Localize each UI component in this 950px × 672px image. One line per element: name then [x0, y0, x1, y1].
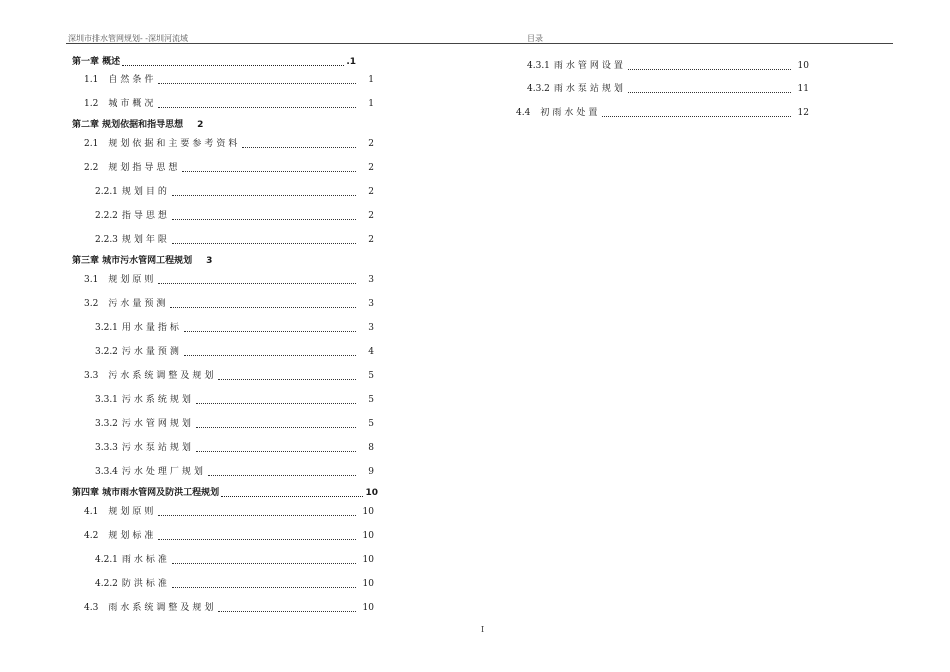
toc-entry-2-1[interactable]	[84, 139, 374, 150]
entry-page: 9	[368, 467, 374, 477]
chapter-title: 第三章 城市污水管网工程规划	[72, 256, 193, 266]
entry-page: 3	[368, 299, 374, 309]
dot-leader	[170, 307, 356, 308]
entry-title: 规划年限	[121, 235, 170, 245]
toc-entry-4-3-1[interactable]	[527, 61, 809, 72]
chapter-page: 3	[206, 256, 213, 266]
dot-leader	[221, 496, 363, 497]
entry-number: 2.2	[84, 163, 99, 173]
toc-entry-3-2-2[interactable]	[95, 347, 374, 358]
dot-leader	[196, 427, 356, 428]
entry-page: 10	[362, 579, 374, 589]
entry-title: 污水管网规划	[121, 419, 194, 429]
entry-number: 3.1	[84, 275, 99, 285]
toc-entry-4-2-1[interactable]	[95, 555, 374, 566]
toc-entry-3-3-3[interactable]	[95, 443, 374, 454]
entry-number: 2.2.1	[95, 187, 118, 197]
entry-title: 污水泵站规划	[121, 443, 194, 453]
toc-entry-3-2[interactable]	[84, 299, 374, 310]
entry-title: 自然条件	[108, 75, 157, 85]
header-section-title: 目录	[527, 34, 543, 43]
toc-chapter-1[interactable]	[72, 57, 356, 68]
toc-entry-3-3-4[interactable]	[95, 467, 374, 478]
entry-number: 4.3	[84, 603, 99, 613]
dot-leader	[172, 243, 356, 244]
toc-entry-4-2[interactable]	[84, 531, 374, 542]
entry-number: 1.2	[84, 99, 99, 109]
entry-number: 4.3.2	[527, 84, 550, 94]
dot-leader	[628, 69, 791, 70]
dot-leader	[158, 107, 356, 108]
entry-title: 规划原则	[108, 507, 157, 517]
entry-page: 2	[368, 235, 374, 245]
entry-title: 规划依据和主要参考资料	[108, 139, 241, 149]
chapter-title: 第四章 城市雨水管网及防洪工程规划	[72, 488, 220, 498]
entry-title: 雨水泵站规划	[553, 84, 626, 94]
entry-number: 3.3.4	[95, 467, 118, 477]
dot-leader	[158, 83, 356, 84]
chapter-title: 第一章 概述	[72, 57, 121, 67]
toc-entry-3-3-2[interactable]	[95, 419, 374, 430]
dot-leader	[158, 515, 356, 516]
toc-entry-4-3-2[interactable]	[527, 84, 809, 95]
entry-page: 5	[368, 395, 374, 405]
entry-number: 4.1	[84, 507, 99, 517]
entry-number: 4.4	[516, 108, 531, 118]
entry-title: 污水系统规划	[121, 395, 194, 405]
dot-leader	[196, 451, 356, 452]
entry-title: 规划指导思想	[108, 163, 181, 173]
dot-leader	[172, 195, 356, 196]
chapter-page: 10	[365, 488, 378, 498]
entry-page: 12	[797, 108, 809, 118]
dot-leader	[172, 587, 356, 588]
toc-entry-3-2-1[interactable]	[95, 323, 374, 334]
toc-entry-2-2-1[interactable]	[95, 187, 374, 198]
entry-page: 2	[368, 163, 374, 173]
dot-leader	[184, 331, 356, 332]
entry-number: 1.1	[84, 75, 99, 85]
toc-entry-4-1[interactable]	[84, 507, 374, 518]
entry-title: 指导思想	[121, 211, 170, 221]
entry-title: 雨水标准	[121, 555, 170, 565]
entry-page: 10	[362, 555, 374, 565]
dot-leader	[158, 539, 356, 540]
entry-number: 2.2.2	[95, 211, 118, 221]
toc-entry-3-3[interactable]	[84, 371, 374, 382]
entry-page: 10	[797, 61, 809, 71]
page-number: I	[481, 625, 485, 634]
dot-leader	[122, 65, 344, 66]
entry-title: 城市概况	[108, 99, 157, 109]
toc-entry-3-3-1[interactable]	[95, 395, 374, 406]
entry-title: 规划目的	[121, 187, 170, 197]
entry-title: 雨水系统调整及规划	[108, 603, 217, 613]
entry-title: 防洪标准	[121, 579, 170, 589]
toc-entry-4-3[interactable]	[84, 603, 374, 614]
toc-chapter-4[interactable]	[72, 488, 378, 499]
dot-leader	[182, 171, 356, 172]
toc-entry-3-1[interactable]	[84, 275, 374, 286]
entry-title: 用水量指标	[121, 323, 182, 333]
entry-title: 污水量预测	[121, 347, 182, 357]
chapter-page: 2	[197, 120, 204, 130]
entry-page: 10	[362, 531, 374, 541]
toc-entry-2-2-3[interactable]	[95, 235, 374, 246]
toc-entry-1-2[interactable]	[84, 99, 374, 110]
toc-entry-2-2[interactable]	[84, 163, 374, 174]
chapter-page: .1	[346, 57, 356, 67]
entry-page: 2	[368, 211, 374, 221]
dot-leader	[218, 379, 356, 380]
dot-leader	[172, 563, 356, 564]
dot-leader	[218, 611, 356, 612]
dot-leader	[208, 475, 356, 476]
entry-number: 3.2	[84, 299, 99, 309]
toc-entry-2-2-2[interactable]	[95, 211, 374, 222]
entry-number: 3.3.2	[95, 419, 118, 429]
dot-leader	[172, 219, 356, 220]
toc-entry-4-2-2[interactable]	[95, 579, 374, 590]
dot-leader	[242, 147, 356, 148]
header-rule	[66, 43, 893, 44]
entry-page: 10	[362, 603, 374, 613]
toc-chapter-2[interactable]	[72, 120, 203, 131]
dot-leader	[628, 92, 791, 93]
entry-page: 5	[368, 419, 374, 429]
entry-number: 4.2.1	[95, 555, 118, 565]
entry-page: 1	[368, 75, 374, 85]
entry-page: 8	[368, 443, 374, 453]
entry-page: 2	[368, 139, 374, 149]
toc-entry-1-1[interactable]	[84, 75, 374, 86]
entry-number: 2.1	[84, 139, 99, 149]
toc-entry-4-4[interactable]	[516, 108, 809, 119]
entry-page: 3	[368, 323, 374, 333]
entry-title: 污水量预测	[108, 299, 169, 309]
dot-leader	[158, 283, 356, 284]
dot-leader	[602, 116, 791, 117]
dot-leader	[196, 403, 356, 404]
dot-leader	[184, 355, 356, 356]
entry-page: 5	[368, 371, 374, 381]
entry-page: 10	[362, 507, 374, 517]
entry-number: 3.3	[84, 371, 99, 381]
entry-number: 3.2.1	[95, 323, 118, 333]
header-document-title: 深圳市排水管网规划- -深圳河流域	[68, 34, 188, 43]
entry-number: 2.2.3	[95, 235, 118, 245]
entry-title: 雨水管网设置	[553, 61, 626, 71]
entry-title: 污水处理厂规划	[121, 467, 206, 477]
entry-page: 4	[368, 347, 374, 357]
entry-number: 4.3.1	[527, 61, 550, 71]
toc-chapter-3[interactable]	[72, 256, 212, 267]
entry-title: 规划标准	[108, 531, 157, 541]
entry-page: 1	[368, 99, 374, 109]
entry-number: 4.2.2	[95, 579, 118, 589]
entry-page: 3	[368, 275, 374, 285]
entry-page: 2	[368, 187, 374, 197]
entry-title: 规划原则	[108, 275, 157, 285]
entry-number: 4.2	[84, 531, 99, 541]
entry-title: 初雨水处置	[540, 108, 601, 118]
entry-number: 3.2.2	[95, 347, 118, 357]
entry-number: 3.3.1	[95, 395, 118, 405]
entry-number: 3.3.3	[95, 443, 118, 453]
chapter-title: 第二章 规划依据和指导思想	[72, 120, 184, 130]
entry-title: 污水系统调整及规划	[108, 371, 217, 381]
entry-page: 11	[797, 84, 809, 94]
